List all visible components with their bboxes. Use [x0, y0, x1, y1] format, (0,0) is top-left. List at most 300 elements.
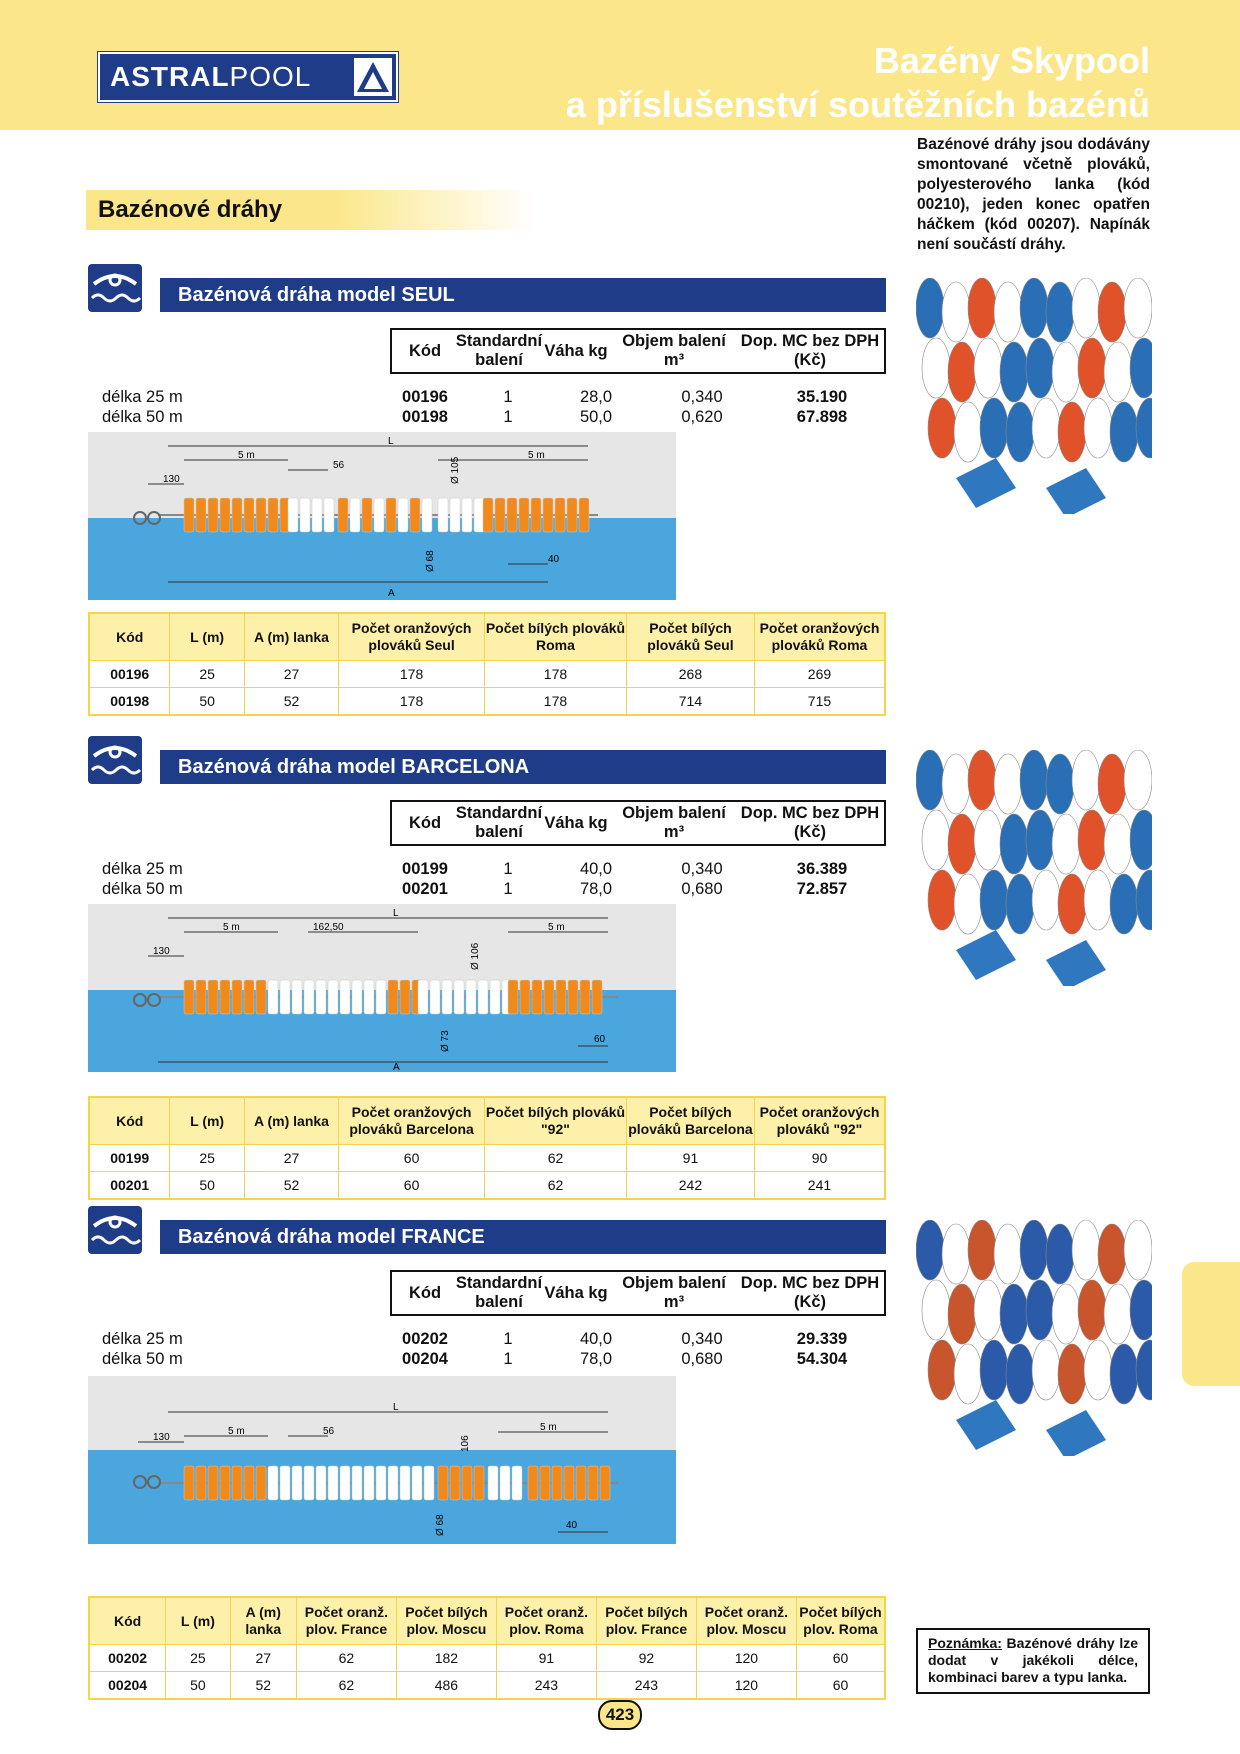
price-weight: 78,0	[579, 1350, 613, 1368]
float-disc	[1098, 1224, 1126, 1284]
float-disc	[916, 278, 944, 338]
note-box	[916, 1628, 1150, 1694]
float-disc	[942, 754, 970, 814]
float-disc	[980, 870, 1008, 930]
float-segment	[340, 1466, 350, 1500]
float-disc	[1072, 1220, 1100, 1280]
float-segment	[466, 980, 476, 1014]
price-weight: 28,0	[579, 388, 613, 406]
detail-cell: 50	[170, 688, 244, 714]
float-disc	[942, 282, 970, 342]
float-disc	[1020, 750, 1048, 810]
detail-header-cell: Kód	[90, 1098, 170, 1144]
rope-end-clamp	[1046, 1410, 1106, 1456]
price-header-code: Kód	[408, 341, 442, 360]
price-code: 00201	[402, 880, 448, 898]
float-disc	[1078, 338, 1106, 398]
detail-cell: 242	[627, 1172, 755, 1198]
float-segment	[568, 980, 578, 1014]
dim-A: A	[393, 1062, 400, 1072]
float-segment	[543, 498, 553, 532]
detail-cell: 91	[627, 1145, 755, 1171]
float-segment	[316, 1466, 326, 1500]
dim-L: L	[393, 908, 399, 919]
float-disc	[1072, 278, 1100, 338]
float-disc	[994, 282, 1022, 342]
detail-header-row	[90, 614, 884, 660]
float-segment	[280, 1466, 290, 1500]
float-segment	[507, 498, 517, 532]
price-header-volume: Objem balení m³	[622, 332, 726, 369]
float-segment	[500, 1466, 510, 1500]
float-segment	[462, 498, 472, 532]
price-pack: 1	[503, 408, 513, 426]
detail-cell: 27	[231, 1645, 297, 1671]
float-segment	[490, 980, 500, 1014]
detail-row	[90, 687, 884, 714]
detail-cell: 241	[807, 1176, 832, 1193]
float-segment	[184, 1466, 194, 1500]
float-segment	[388, 980, 398, 1014]
float-segment	[232, 498, 242, 532]
detail-header-cell: Počet bílých plov. France	[597, 1598, 697, 1644]
float-segment	[232, 1466, 242, 1500]
detail-cell: 25	[170, 1145, 244, 1171]
float-segment	[328, 980, 338, 1014]
detail-header-cell: Počet oranžových plováků Roma	[759, 620, 880, 653]
float-segment	[398, 498, 408, 532]
float-disc	[1046, 1224, 1074, 1284]
price-table-header	[390, 1270, 886, 1316]
detail-cell: 62	[485, 1145, 627, 1171]
float-segment	[376, 1466, 386, 1500]
diagram-france-drawing: L A 130 5 m 56 5 m 106 Ø 68 40	[88, 1376, 676, 1544]
detail-cell: 120	[697, 1645, 797, 1671]
section-title: Bazénové dráhy	[98, 196, 283, 223]
page-number: 423	[598, 1700, 642, 1730]
page-title-line1: Bazény Skypool	[873, 40, 1150, 81]
price-volume: 0,620	[681, 408, 723, 426]
float-disc	[948, 342, 976, 402]
price-label: délka 25 m	[102, 860, 183, 878]
model-title-seul: Bazénová dráha model SEUL	[160, 278, 886, 312]
price-table-header	[390, 328, 886, 374]
detail-header-cell: Počet bílých plováků Roma	[485, 614, 627, 660]
float-segment	[580, 980, 590, 1014]
float-segment	[184, 498, 194, 532]
float-disc	[1130, 810, 1152, 870]
float-segment	[495, 498, 505, 532]
rope-end-clamp	[956, 1400, 1016, 1450]
price-label: délka 25 m	[102, 1330, 183, 1348]
float-disc	[1098, 754, 1126, 814]
float-segment	[196, 498, 206, 532]
float-disc	[1026, 338, 1054, 398]
float-disc	[1104, 814, 1132, 874]
float-segment	[462, 1466, 472, 1500]
detail-cell: 00198	[90, 688, 170, 714]
float-disc	[928, 870, 956, 930]
float-disc	[916, 1220, 944, 1280]
detail-header-cell: A (m) lanka	[245, 614, 339, 660]
price-pack: 1	[503, 1330, 513, 1348]
float-segment	[410, 498, 420, 532]
float-disc	[928, 398, 956, 458]
float-disc	[1110, 1344, 1138, 1404]
dim-60: 60	[594, 1034, 606, 1045]
price-weight: 50,0	[579, 408, 613, 426]
float-segment	[478, 980, 488, 1014]
dim-130: 130	[153, 1432, 170, 1443]
price-label: délka 50 m	[102, 408, 183, 426]
detail-cell: 00196	[90, 661, 170, 687]
float-segment	[400, 1466, 410, 1500]
float-disc	[1084, 870, 1112, 930]
detail-cell: 715	[807, 692, 832, 709]
detail-cell: 243	[597, 1672, 697, 1698]
float-disc	[1110, 874, 1138, 934]
price-code: 00198	[402, 408, 448, 426]
float-disc	[916, 750, 944, 810]
note-label: Poznámka:	[928, 1635, 1002, 1651]
float-segment	[519, 498, 529, 532]
intro-text: Bazénové dráhy jsou dodávány smontované včetně plováků, polyesterového lanka (kód 00210), jeden konec opatřen háčkem (kód 00207). Napínák není součástí dráhy.	[917, 136, 1150, 253]
diagram-barcelona-drawing	[88, 904, 676, 1072]
float-disc	[1078, 1280, 1106, 1340]
detail-cell: 178	[485, 688, 627, 714]
detail-cell: 486	[397, 1672, 497, 1698]
float-segment	[350, 498, 360, 532]
detail-header-cell: A (m) lanka	[231, 1598, 297, 1644]
float-segment	[364, 980, 374, 1014]
price-header-pack: Standardní balení	[455, 332, 543, 369]
float-segment	[422, 498, 432, 532]
detail-cell: 60	[339, 1172, 485, 1198]
price-header-weight: Váha kg	[544, 1283, 608, 1302]
price-pack: 1	[503, 1350, 513, 1368]
dim-56: 56	[333, 460, 345, 471]
detail-header-cell: L (m)	[170, 1098, 244, 1144]
float-disc	[1136, 1340, 1152, 1400]
logo-triangle-icon	[354, 58, 392, 96]
float-disc	[1026, 1280, 1054, 1340]
detail-header-cell: Počet bílých plov. Roma	[799, 1604, 882, 1637]
detail-cell: 00201	[90, 1172, 170, 1198]
float-segment	[256, 1466, 266, 1500]
detail-cell: 60	[832, 1676, 849, 1693]
float-disc	[994, 1224, 1022, 1284]
photo-barcelona	[916, 750, 1152, 986]
price-header-volume: Objem balení m³	[622, 1274, 726, 1311]
float-segment	[208, 498, 218, 532]
float-segment	[352, 980, 362, 1014]
float-segment	[244, 1466, 254, 1500]
float-disc	[968, 1220, 996, 1280]
float-segment	[531, 498, 541, 532]
dim-diameter-top: 106	[460, 1435, 471, 1452]
price-weight: 40,0	[579, 1330, 613, 1348]
price-volume: 0,340	[681, 1330, 723, 1348]
float-disc	[1136, 870, 1152, 930]
float-segment	[528, 1466, 538, 1500]
float-segment	[388, 1466, 398, 1500]
float-disc	[1110, 402, 1138, 462]
dim-5m-left: 5 m	[238, 450, 255, 461]
float-segment	[508, 980, 518, 1014]
float-disc	[1124, 750, 1152, 810]
detail-cell: 62	[485, 1172, 627, 1198]
lane-rope-icon	[88, 1206, 142, 1254]
float-segment	[340, 980, 350, 1014]
price-header-code: Kód	[408, 1283, 442, 1302]
detail-cell: 92	[597, 1645, 697, 1671]
float-disc	[1046, 754, 1074, 814]
detail-cell: 60	[832, 1649, 849, 1666]
detail-header-cell: Kód	[90, 1598, 166, 1644]
float-segment	[184, 980, 194, 1014]
detail-row	[90, 1171, 884, 1198]
side-tab	[1182, 1262, 1240, 1386]
float-segment	[588, 1466, 598, 1500]
float-disc	[1136, 398, 1152, 458]
detail-header-cell: Počet bílých plováků Seul	[627, 614, 755, 660]
diagram-france	[88, 1376, 676, 1555]
detail-cell: 269	[807, 665, 832, 682]
rope-end-clamp	[956, 458, 1016, 508]
detail-cell: 50	[166, 1672, 230, 1698]
float-segment	[364, 1466, 374, 1500]
float-segment	[438, 1466, 448, 1500]
lane-rope-icon	[88, 264, 142, 312]
price-price: 67.898	[796, 408, 848, 426]
float-segment	[220, 1466, 230, 1500]
float-segment	[552, 1466, 562, 1500]
float-segment	[300, 498, 310, 532]
dim-L: L	[388, 436, 394, 447]
float-segment	[362, 498, 372, 532]
price-volume: 0,340	[681, 860, 723, 878]
float-disc	[948, 1284, 976, 1344]
dim-diameter-bottom: Ø 68	[435, 1514, 446, 1536]
float-segment	[244, 980, 254, 1014]
float-segment	[450, 1466, 460, 1500]
detail-header-cell: L (m)	[166, 1598, 230, 1644]
dim-5m-right: 5 m	[548, 922, 565, 933]
float-segment	[304, 980, 314, 1014]
float-disc	[922, 810, 950, 870]
price-label: délka 25 m	[102, 388, 183, 406]
detail-header-cell: Počet oranžových plováků Barcelona	[339, 1098, 485, 1144]
float-disc	[1072, 750, 1100, 810]
float-disc	[1058, 874, 1086, 934]
detail-cell: 178	[485, 661, 627, 687]
detail-cell: 27	[245, 1145, 339, 1171]
detail-header-cell: L (m)	[170, 614, 244, 660]
price-header-price: Dop. MC bez DPH (Kč)	[740, 804, 880, 841]
float-segment	[556, 980, 566, 1014]
dim-L: L	[393, 1402, 399, 1413]
detail-row	[90, 1144, 884, 1171]
float-disc	[968, 750, 996, 810]
dim-130: 130	[153, 946, 170, 957]
float-disc	[1124, 278, 1152, 338]
detail-cell: 27	[245, 661, 339, 687]
dim-diameter-bottom: Ø 68	[425, 550, 436, 572]
dim-diameter-bottom: Ø 73	[440, 1030, 451, 1052]
detail-cell: 60	[339, 1145, 485, 1171]
detail-cell: 178	[339, 661, 485, 687]
model-title-barcelona: Bazénová dráha model BARCELONA	[160, 750, 886, 784]
diagram-barcelona	[88, 904, 676, 1072]
float-segment	[256, 980, 266, 1014]
photo-france	[916, 1220, 1152, 1456]
float-segment	[208, 980, 218, 1014]
price-volume: 0,680	[681, 1350, 723, 1368]
float-disc	[1078, 810, 1106, 870]
float-disc	[1000, 1284, 1028, 1344]
price-label: délka 50 m	[102, 880, 183, 898]
float-segment	[567, 498, 577, 532]
float-disc	[1052, 1284, 1080, 1344]
float-segment	[412, 1466, 422, 1500]
float-segment	[576, 1466, 586, 1500]
float-disc	[1000, 814, 1028, 874]
detail-header-cell: Počet bílých plov. Moscu	[397, 1598, 497, 1644]
float-disc	[922, 1280, 950, 1340]
float-segment	[268, 498, 278, 532]
price-code: 00196	[402, 388, 448, 406]
float-segment	[540, 1466, 550, 1500]
detail-cell: 52	[245, 1172, 339, 1198]
float-disc	[1104, 1284, 1132, 1344]
detail-cell: 90	[811, 1149, 828, 1166]
price-code: 00202	[402, 1330, 448, 1348]
float-segment	[424, 1466, 434, 1500]
float-disc	[1098, 282, 1126, 342]
float-disc	[1130, 1280, 1152, 1340]
float-segment	[544, 980, 554, 1014]
dim-130: 130	[163, 474, 180, 485]
float-segment	[592, 980, 602, 1014]
logo-bold-text: ASTRAL	[110, 61, 230, 92]
float-segment	[450, 498, 460, 532]
float-disc	[1020, 1220, 1048, 1280]
float-disc	[1084, 1340, 1112, 1400]
detail-row	[90, 1671, 884, 1698]
float-segment	[324, 498, 334, 532]
detail-cell: 243	[497, 1672, 597, 1698]
float-segment	[418, 980, 428, 1014]
logo-light-text: POOL	[229, 61, 312, 92]
detail-row	[90, 1644, 884, 1671]
detail-cell: 25	[170, 661, 244, 687]
float-disc	[922, 338, 950, 398]
price-pack: 1	[503, 860, 513, 878]
detail-cell: 178	[339, 688, 485, 714]
float-disc	[1104, 342, 1132, 402]
float-segment	[488, 1466, 498, 1500]
price-price: 35.190	[796, 388, 848, 406]
float-disc	[1020, 278, 1048, 338]
photo-seul	[916, 278, 1152, 514]
float-segment	[352, 1466, 362, 1500]
price-price: 54.304	[796, 1350, 848, 1368]
detail-table-barcelona	[88, 1096, 886, 1200]
rope-end-clamp	[1046, 468, 1106, 514]
float-disc	[1130, 338, 1152, 398]
lane-rope-icon	[88, 736, 142, 784]
float-segment	[220, 980, 230, 1014]
float-disc	[1000, 342, 1028, 402]
diagram-seul	[88, 432, 676, 600]
price-table-header	[390, 800, 886, 846]
dim-diameter-top: Ø 106	[470, 942, 481, 970]
price-volume: 0,340	[681, 388, 723, 406]
float-segment	[442, 980, 452, 1014]
dim-40: 40	[548, 554, 560, 565]
float-segment	[400, 980, 410, 1014]
float-disc	[948, 814, 976, 874]
float-disc	[1032, 870, 1060, 930]
float-disc	[954, 402, 982, 462]
float-segment	[208, 1466, 218, 1500]
float-segment	[312, 498, 322, 532]
float-disc	[1052, 814, 1080, 874]
price-weight: 40,0	[579, 860, 613, 878]
detail-cell: 00202	[90, 1645, 166, 1671]
float-segment	[474, 1466, 484, 1500]
dim-56: 56	[323, 1426, 335, 1437]
float-disc	[994, 754, 1022, 814]
dim-5m-right: 5 m	[540, 1422, 557, 1433]
detail-header-cell: Kód	[90, 614, 170, 660]
price-header-volume: Objem balení m³	[622, 804, 726, 841]
price-header-pack: Standardní balení	[455, 804, 543, 841]
float-disc	[1058, 402, 1086, 462]
price-weight: 78,0	[579, 880, 613, 898]
float-segment	[292, 1466, 302, 1500]
dim-5m-right: 5 m	[528, 450, 545, 461]
detail-header-cell: A (m) lanka	[245, 1098, 339, 1144]
float-segment	[520, 980, 530, 1014]
price-volume: 0,680	[681, 880, 723, 898]
price-header-pack: Standardní balení	[455, 1274, 543, 1311]
float-disc	[942, 1224, 970, 1284]
float-segment	[600, 1466, 610, 1500]
float-disc	[1032, 398, 1060, 458]
float-disc	[1058, 1344, 1086, 1404]
detail-cell: 52	[245, 688, 339, 714]
dim-5m-left: 5 m	[228, 1426, 245, 1437]
float-segment	[386, 498, 396, 532]
price-price: 36.389	[796, 860, 848, 878]
float-segment	[304, 1466, 314, 1500]
detail-header-cell: Počet oranžových plováků "92"	[759, 1104, 880, 1137]
dim-40: 40	[566, 1520, 578, 1531]
price-code: 00199	[402, 860, 448, 878]
float-disc	[1124, 1220, 1152, 1280]
float-segment	[376, 980, 386, 1014]
float-segment	[220, 498, 230, 532]
detail-cell: 62	[297, 1672, 397, 1698]
float-segment	[244, 498, 254, 532]
float-disc	[954, 874, 982, 934]
float-disc	[954, 1344, 982, 1404]
float-disc	[980, 1340, 1008, 1400]
astralpool-logo	[98, 52, 398, 102]
dim-A: A	[388, 588, 395, 599]
detail-cell: 62	[297, 1645, 397, 1671]
